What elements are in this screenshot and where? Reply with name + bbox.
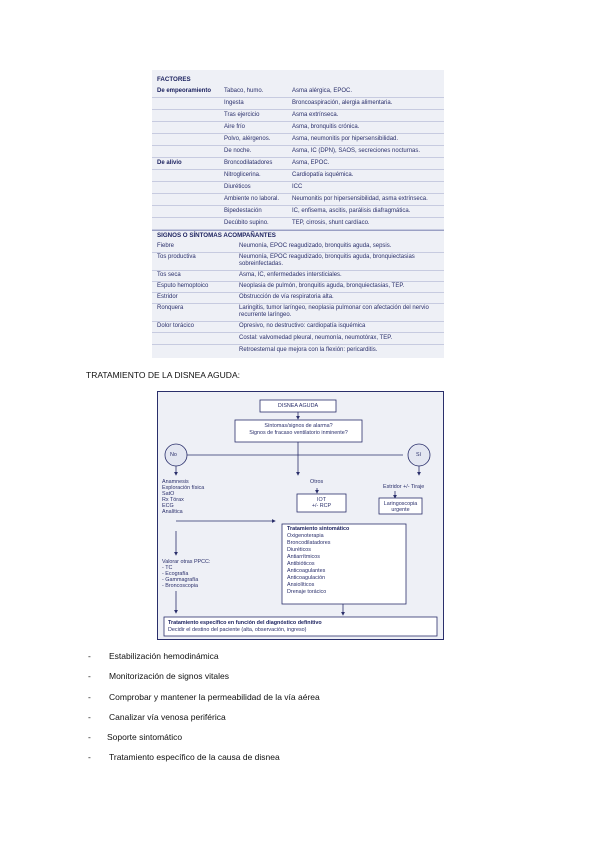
- dyspnea-flowchart: [157, 391, 444, 640]
- left-list-item: Analítica: [162, 509, 183, 515]
- factors-table: [152, 70, 444, 358]
- assess-item: - Gammagrafía: [162, 577, 199, 583]
- left-list-item: Rx Tórax: [162, 497, 184, 503]
- left-list-item: Exploración física: [162, 485, 205, 491]
- group-label: De alivio: [157, 160, 182, 166]
- table-row: [152, 252, 444, 271]
- condition-cell: Retroesternal que mejora con la flexión: pericarditis.: [239, 347, 378, 353]
- top-box-label: DISNEA AGUDA: [277, 403, 319, 409]
- list-dash: -: [88, 732, 91, 743]
- factor-cell: Aire frío: [224, 124, 246, 130]
- factor-cell: Bipedestación: [224, 208, 262, 214]
- list-item-text: Comprobar y mantener la permeabilidad de la vía aérea: [109, 691, 320, 702]
- factor-cell: Nitroglicerina.: [224, 172, 261, 178]
- condition-cell: Obstrucción de vía respiratoria alta.: [239, 294, 334, 300]
- table-row: [152, 86, 444, 98]
- condition-cell: TEP, cirrosis, shunt cardíaco.: [292, 220, 370, 226]
- list-dash: -: [88, 711, 91, 722]
- assess-item: - Ecografía: [162, 571, 189, 577]
- sign-cell: Estridor: [157, 294, 178, 300]
- sign-cell: Esputo hemoptoico: [157, 283, 209, 289]
- no-label: No: [170, 452, 177, 458]
- section-title: TRATAMIENTO DE LA DISNEA AGUDA:: [86, 370, 240, 380]
- bottom-line-1: Tratamiento específico en función del diagnóstico definitivo: [168, 620, 322, 626]
- table-row: [152, 333, 444, 345]
- factor-cell: Broncodilatadores: [224, 160, 273, 166]
- table-row: [152, 345, 444, 356]
- factor-cell: Decúbito supino.: [224, 220, 269, 226]
- symptomatic-item: Diuréticos: [287, 547, 311, 553]
- table-row: [152, 170, 444, 182]
- symptomatic-item: Oxigenoterapia: [287, 533, 324, 539]
- list-dash: -: [88, 651, 91, 661]
- condition-cell: Opresivo, no destructivo: cardiopatía isquémica: [239, 323, 366, 329]
- sign-cell: Ronquera: [157, 305, 184, 311]
- list-dash: -: [88, 671, 91, 682]
- assess-item: - TC: [162, 565, 173, 571]
- list-dash: -: [88, 691, 91, 702]
- symptomatic-item: Antiarrítmicos: [287, 554, 320, 560]
- sign-cell: Tos productiva: [157, 254, 196, 260]
- condition-cell: Asma, neumonitis por hipersensibilidad.: [292, 136, 399, 142]
- assess-item: - Broncoscopia: [162, 583, 198, 589]
- list-dash: -: [88, 752, 91, 763]
- table-row: [152, 182, 444, 194]
- table-row: [152, 206, 444, 218]
- symptomatic-item: Antibióticos: [287, 561, 315, 567]
- divider: [152, 230, 444, 231]
- left-list-item: SatO: [162, 491, 175, 497]
- list-item-text: Tratamiento específico de la causa de disnea: [109, 752, 280, 763]
- condition-cell: Asma, IC (DPN), SAOS, secreciones nocturnas.: [292, 148, 421, 154]
- factor-cell: Ambiente no laboral.: [224, 196, 280, 202]
- condition-cell: Asma, IC, enfermedades intersticiales.: [239, 272, 342, 278]
- question-line-2: Signos de fracaso ventilatorio inminente?: [249, 430, 348, 436]
- condition-cell: Asma, bronquitis crónica.: [292, 124, 360, 130]
- symptomatic-item: Ansiolíticos: [287, 582, 315, 588]
- condition-cell: Neumonía, EPOC reagudizado, bronquitis aguda, bronquiectasias sobreinfectadas.: [239, 254, 415, 267]
- yes-label: Sí: [416, 452, 422, 458]
- condition-cell: Laringitis, tumor laríngeo, neoplasia pulmonar con afectación del nervio recurrente laríngeo.: [239, 305, 429, 318]
- table-row: [152, 98, 444, 110]
- list-item-text: Soporte sintomático: [107, 732, 183, 743]
- laryngoscopy-line-1: Laringoscopia: [383, 501, 418, 507]
- factor-cell: Tras ejercicio: [224, 112, 260, 118]
- table-row: [152, 146, 444, 158]
- condition-cell: Asma extrínseca.: [292, 112, 339, 118]
- symptomatic-item: Anticoagulantes: [287, 568, 326, 574]
- condition-cell: Broncoaspiración, alergia alimentaria.: [292, 100, 393, 106]
- assess-item: Valorar otras PPCC:: [162, 559, 211, 565]
- left-list-item: ECG: [162, 503, 174, 509]
- table-row: [152, 122, 444, 134]
- condition-cell: ICC: [292, 184, 303, 190]
- stridor-label: Estridor +/- Tiraje: [383, 484, 425, 490]
- symptomatic-header: Tratamiento sintomático: [287, 526, 350, 532]
- iot-line-2: +/- RCP: [311, 503, 332, 509]
- symptomatic-item: Anticoagulación: [287, 575, 326, 581]
- factors-header: FACTORES: [157, 76, 191, 83]
- condition-cell: Costal: valvomedad pleural, neumonía, neumotórax, TEP.: [239, 335, 393, 341]
- signs-header: SIGNOS O SÍNTOMAS ACOMPAÑANTES: [157, 232, 276, 239]
- table-row: [152, 321, 444, 333]
- others-label: Otros: [310, 479, 324, 485]
- condition-cell: Cardiopatía isquémica.: [292, 172, 354, 178]
- condition-cell: Asma, EPOC.: [292, 160, 330, 166]
- list-item-text: Estabilización hemodinámica: [109, 651, 219, 661]
- condition-cell: IC, enfisema, ascitis, parálisis diafragmática.: [292, 208, 411, 214]
- factor-cell: Diuréticos: [224, 184, 251, 190]
- list-item-text: Canalizar vía venosa periférica: [109, 711, 226, 722]
- table-row: [152, 218, 444, 230]
- group-label: De empeoramiento: [157, 88, 212, 94]
- condition-cell: Neoplasia de pulmón, bronquitis aguda, bronquiectasias, TEP.: [239, 283, 405, 289]
- left-list-item: Anamnesis: [162, 479, 189, 485]
- sign-cell: Dolor torácico: [157, 323, 195, 329]
- condition-cell: Neumonía, EPOC reagudizado, bronquitis aguda, sepsis.: [239, 243, 392, 249]
- question-line-1: Síntomas/signos de alarma?: [264, 423, 333, 429]
- factor-cell: Ingesta: [224, 100, 244, 106]
- laryngoscopy-line-2: urgente: [391, 507, 410, 513]
- table-row: [152, 194, 444, 206]
- factor-cell: De noche.: [224, 148, 252, 154]
- sign-cell: Tos seca: [157, 272, 181, 278]
- symptomatic-item: Broncodilatadores: [287, 540, 331, 546]
- table-row: [152, 110, 444, 122]
- symptomatic-item: Drenaje torácico: [287, 589, 327, 595]
- list-item-text: Monitorización de signos vitales: [109, 671, 230, 682]
- sign-cell: Fiebre: [157, 243, 175, 249]
- table-row: [152, 158, 444, 170]
- factor-cell: Polvo, alérgenos.: [224, 136, 271, 142]
- iot-line-1: IOT: [317, 497, 326, 503]
- factor-cell: Tabaco, humo.: [224, 88, 264, 94]
- table-row: [152, 134, 444, 146]
- condition-cell: Neumonitis por hipersensibilidad, asma extrínseca.: [292, 196, 428, 202]
- table-row: [152, 303, 444, 322]
- bottom-line-2: Decidir el destino del paciente (alta, observación, ingreso): [168, 627, 307, 633]
- condition-cell: Asma alérgica, EPOC.: [292, 88, 353, 94]
